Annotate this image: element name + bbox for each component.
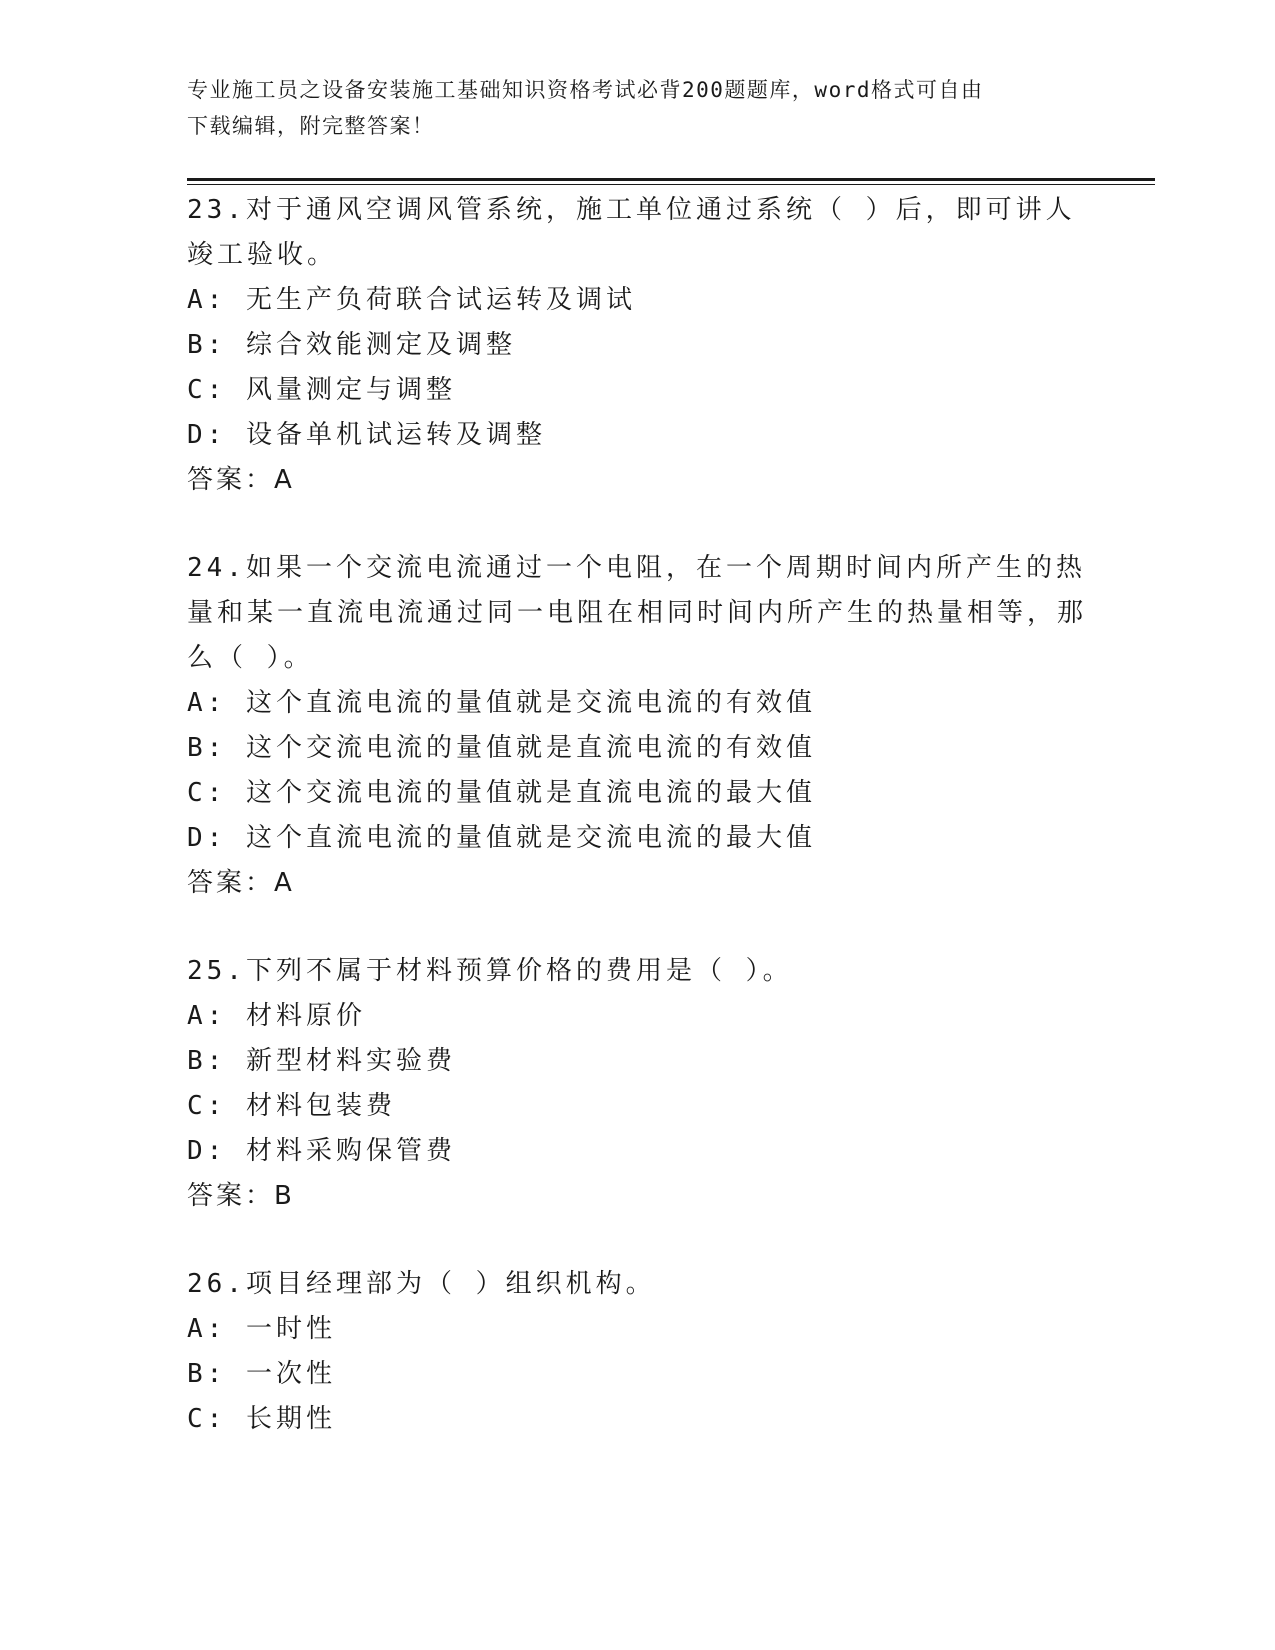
- question-stem: 23.对于通风空调风管系统，施工单位通过系统（ ）后，即可讲人竣工验收。: [187, 195, 1076, 270]
- question-stem: 25.下列不属于材料预算价格的费用是（ ）。: [187, 956, 793, 986]
- question-25: [187, 949, 1087, 1219]
- option-b: B: 综合效能测定及调整: [187, 330, 516, 360]
- question-stem: 24.如果一个交流电流通过一个电阻，在一个周期时间内所产生的热量和某一直流电流通过同一电阻在相同时间内所产生的热量相等，那么（ ）。: [187, 553, 1088, 673]
- document-header: [187, 72, 1067, 144]
- option-a: A: 材料原价: [187, 1001, 366, 1031]
- header-line-2: 下载编辑，附完整答案！: [187, 114, 435, 138]
- option-c: C: 长期性: [187, 1404, 336, 1434]
- option-d: D: 设备单机试运转及调整: [187, 420, 546, 450]
- answer: 答案：B: [187, 1181, 295, 1211]
- answer: 答案：A: [187, 868, 295, 898]
- question-26: [187, 1262, 1087, 1442]
- option-d: D: 材料采购保管费: [187, 1136, 456, 1166]
- header-divider-thick: [187, 178, 1155, 181]
- header-divider-thin: [187, 184, 1155, 185]
- option-b: B: 这个交流电流的量值就是直流电流的有效值: [187, 733, 816, 763]
- option-a: A: 一时性: [187, 1314, 336, 1344]
- option-c: C: 材料包装费: [187, 1091, 396, 1121]
- option-b: B: 新型材料实验费: [187, 1046, 456, 1076]
- option-a: A: 无生产负荷联合试运转及调试: [187, 285, 636, 315]
- question-23: [187, 188, 1087, 503]
- header-line-1: 专业施工员之设备安装施工基础知识资格考试必背200题题库，word格式可自由: [187, 78, 984, 102]
- option-b: B: 一次性: [187, 1359, 336, 1389]
- question-list: [187, 188, 1087, 1485]
- option-c: C: 这个交流电流的量值就是直流电流的最大值: [187, 778, 816, 808]
- option-d: D: 这个直流电流的量值就是交流电流的最大值: [187, 823, 816, 853]
- question-24: [187, 546, 1087, 906]
- answer: 答案：A: [187, 465, 295, 495]
- question-stem: 26.项目经理部为（ ）组织机构。: [187, 1269, 656, 1299]
- option-c: C: 风量测定与调整: [187, 375, 456, 405]
- option-a: A: 这个直流电流的量值就是交流电流的有效值: [187, 688, 816, 718]
